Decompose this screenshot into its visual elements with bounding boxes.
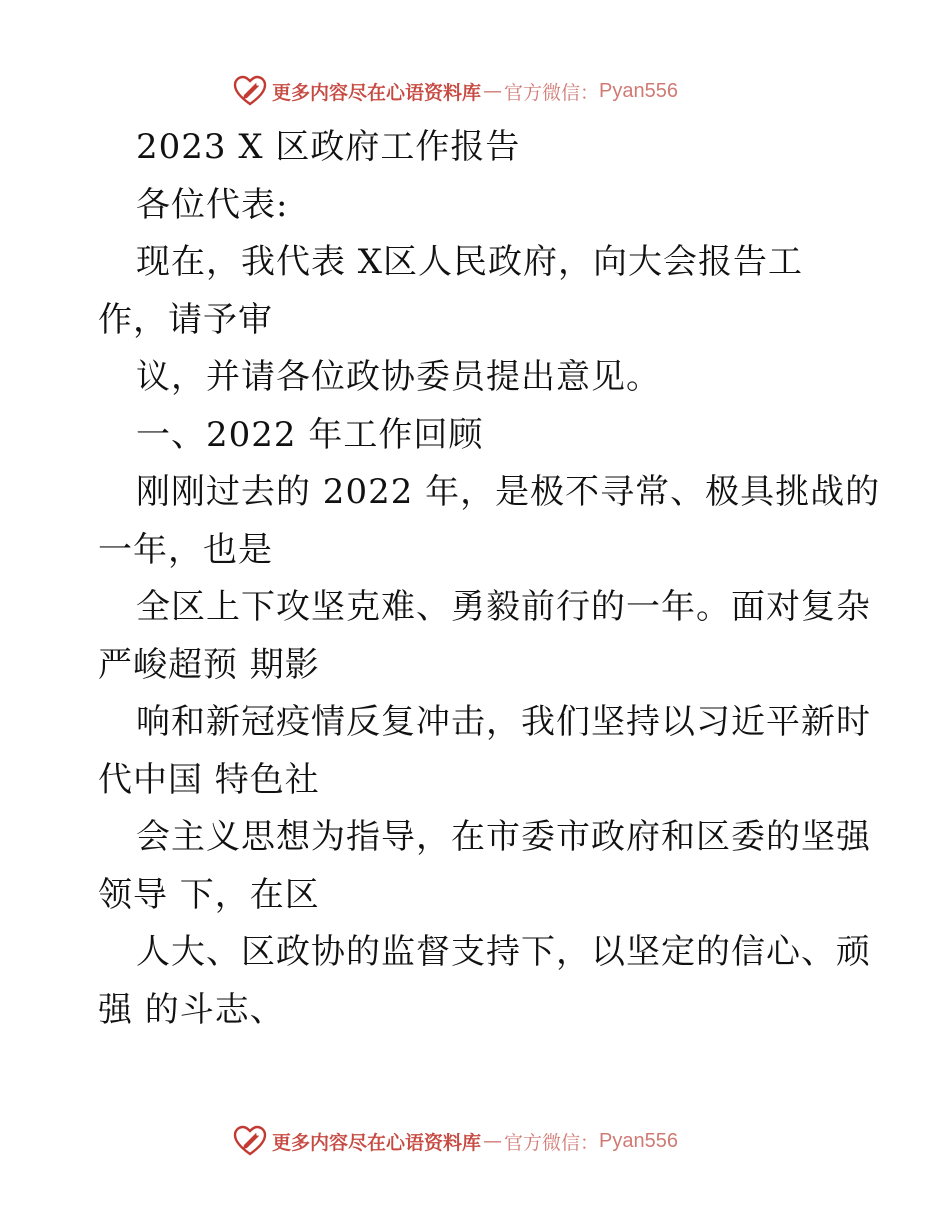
- text-line: 代中国 特色社: [98, 759, 320, 800]
- text-line: 响和新冠疫情反复冲击，我们坚持以习近平新时: [136, 702, 871, 742]
- watermark-wechat-id: Pyan556: [599, 79, 678, 102]
- watermark-label: 官方微信：: [504, 81, 600, 104]
- watermark-brand: 更多内容尽在心语资料库: [272, 81, 482, 104]
- text-line: 作，请予审: [98, 299, 273, 340]
- text-line: 领导 下，在区: [98, 874, 320, 915]
- text-line: 严峻超预 期影: [98, 644, 320, 685]
- text-line: 一、2022 年工作回顾: [136, 414, 484, 455]
- heart-pen-logo-icon: [232, 73, 268, 109]
- watermark-label: 官方微信：: [504, 1131, 600, 1154]
- watermark-wechat-id: Pyan556: [599, 1129, 678, 1152]
- watermark-dash: —: [483, 80, 503, 102]
- text-line: 刚刚过去的 2022 年，是极不寻常、极具挑战的: [136, 472, 881, 512]
- text-line: 各位代表:: [136, 184, 289, 225]
- text-line: 议，并请各位政协委员提出意见。: [136, 357, 661, 397]
- watermark-brand: 更多内容尽在心语资料库: [272, 1131, 482, 1154]
- text-line: 强 的斗志、: [98, 989, 285, 1030]
- watermark-footer: [232, 1121, 678, 1161]
- watermark-dash: —: [483, 1130, 503, 1152]
- text-line: 会主义思想为指导，在市委市政府和区委的坚强: [136, 817, 871, 857]
- document-body: [98, 119, 881, 1039]
- text-line: 全区上下攻坚克难、勇毅前行的一年。面对复杂: [136, 587, 871, 627]
- watermark-header: [232, 71, 678, 111]
- text-line: 一年，也是: [98, 529, 273, 570]
- text-line: 现在，我代表 X区人民政府，向大会报告工: [136, 242, 804, 282]
- heart-pen-logo-icon: [232, 1123, 268, 1159]
- document-title: 2023 X 区政府工作报告: [136, 127, 521, 167]
- text-line: 人大、区政协的监督支持下，以坚定的信心、顽: [136, 932, 871, 972]
